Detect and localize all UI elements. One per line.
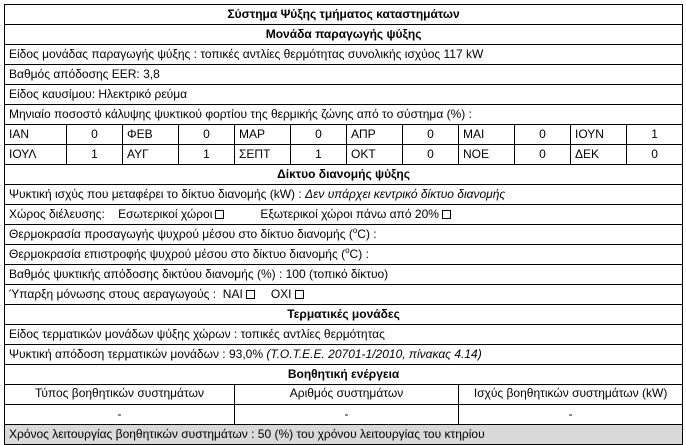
aux-col-power-header: Ισχύς βοηθητικών συστημάτων (kW)	[459, 385, 683, 405]
month-name: ΟΚΤ	[347, 145, 403, 165]
fuel-text: Είδος καυσίμου: Ηλεκτρικό ρεύμα	[5, 85, 683, 105]
supply-temp-label: Θερμοκρασία προσαγωγής ψυχρού μέσου στο δίκτυο διανομής (	[9, 227, 353, 241]
terminal-efficiency-ref: (Τ.Ο.Τ.Ε.Ε. 20701-1/2010, πίνακας 4.14)	[266, 347, 482, 361]
supply-temp-unit: C) :	[357, 227, 377, 241]
coverage-row	[5, 105, 683, 125]
aux-header-row	[5, 385, 683, 405]
month-value: 0	[291, 125, 347, 145]
month-value: 0	[627, 145, 683, 165]
cooling-system-form	[4, 4, 682, 445]
month-name: ΔΕΚ	[571, 145, 627, 165]
supply-temp-row	[5, 225, 683, 245]
network-section-heading: Δίκτυο διανομής ψύξης	[5, 165, 683, 185]
month-name: ΝΟΕ	[459, 145, 515, 165]
indoor-checkbox[interactable]	[215, 210, 224, 219]
unit-section-heading: Μονάδα παραγωγής ψύξης	[5, 25, 683, 45]
unit-section-heading-row	[5, 25, 683, 45]
aux-count-value: -	[235, 405, 459, 425]
aux-section-heading: Βοηθητική ενέργεια	[5, 365, 683, 385]
fuel-row	[5, 85, 683, 105]
eer-row	[5, 65, 683, 85]
months-row-2	[5, 145, 683, 165]
months-row-1	[5, 125, 683, 145]
return-temp-cell	[5, 245, 683, 265]
month-value: 1	[179, 145, 235, 165]
terminal-type-row	[5, 325, 683, 345]
passage-space-label: Χώρος διέλευσης:	[9, 207, 105, 221]
terminal-efficiency-cell	[5, 345, 683, 365]
month-name: ΜΑΙ	[459, 125, 515, 145]
aux-col-type-header: Τύπος βοηθητικών συστημάτων	[5, 385, 235, 405]
outdoor-option-label: Εξωτερικοί χώροι πάνω από 20%	[260, 207, 439, 221]
network-section-heading-row	[5, 165, 683, 185]
month-value: 1	[291, 145, 347, 165]
supply-temp-cell	[5, 225, 683, 245]
month-name: ΙΟΥΛ	[5, 145, 67, 165]
month-name: ΦΕΒ	[123, 125, 179, 145]
return-temp-label: Θερμοκρασία επιστροφής ψυχρού μέσου στο δίκτυο διανομής (	[9, 247, 346, 261]
insulation-yes-checkbox[interactable]	[246, 290, 255, 299]
insulation-no-checkbox[interactable]	[295, 290, 304, 299]
month-value: 0	[403, 125, 459, 145]
passage-space-cell	[5, 205, 683, 225]
month-name: ΑΠΡ	[347, 125, 403, 145]
insulation-row	[5, 285, 683, 305]
terminal-type-text: Είδος τερματικών μονάδων ψύξης χώρων : τοπικές αντλίες θερμότητας	[5, 325, 683, 345]
aux-power-value: -	[459, 405, 683, 425]
insulation-yes-label: ΝΑΙ	[222, 287, 243, 301]
month-value: 0	[403, 145, 459, 165]
unit-type-text: Είδος μονάδας παραγωγής ψύξης : τοπικές αντλίες θερμότητας συνολικής ισχύος 117 kW	[5, 45, 683, 65]
aux-value-row	[5, 405, 683, 425]
terminal-efficiency-row	[5, 345, 683, 365]
month-name: ΑΥΓ	[123, 145, 179, 165]
network-efficiency-row	[5, 265, 683, 285]
unit-type-row	[5, 45, 683, 65]
coverage-text: Μηνιαίο ποσοστό κάλυψης ψυκτικού φορτίου της θερμικής ζώνης από το σύστημα (%) :	[5, 105, 683, 125]
network-power-row	[5, 185, 683, 205]
cooling-system-table	[4, 4, 683, 445]
form-title-row	[5, 5, 683, 25]
month-value: 0	[515, 125, 571, 145]
month-value: 0	[515, 145, 571, 165]
month-value: 0	[179, 125, 235, 145]
month-name: ΜΑΡ	[235, 125, 291, 145]
aux-section-heading-row	[5, 365, 683, 385]
month-name: ΙΑΝ	[5, 125, 67, 145]
network-power-label: Ψυκτική ισχύς που μεταφέρει το δίκτυο διανομής (kW) :	[9, 187, 302, 201]
month-value: 0	[67, 125, 123, 145]
terminal-efficiency-value: 93,0%	[228, 347, 264, 361]
month-name: ΣΕΠΤ	[235, 145, 291, 165]
aux-operation-time-text: Χρόνος λειτουργίας βοηθητικών συστημάτων : 50 (%) του χρόνου λειτουργίας του κτηρίου	[5, 425, 683, 445]
network-power-value: Δεν υπάρχει κεντρικό δίκτυο διανομής	[305, 187, 506, 201]
month-value: 1	[67, 145, 123, 165]
terminal-section-heading: Τερματικές μονάδες	[5, 305, 683, 325]
terminal-efficiency-label: Ψυκτική απόδοση τερματικών μονάδων :	[9, 347, 226, 361]
degree-mark: o	[345, 246, 350, 255]
form-title: Σύστημα Ψύξης τμήματος καταστημάτων	[5, 5, 683, 25]
passage-space-row	[5, 205, 683, 225]
indoor-option-label: Εσωτερικοί χώροι	[118, 207, 213, 221]
network-power-cell	[5, 185, 683, 205]
insulation-no-label: ΟΧΙ	[270, 287, 292, 301]
aux-col-count-header: Αριθμός συστημάτων	[235, 385, 459, 405]
insulation-label: Ύπαρξη μόνωσης στους αεραγωγούς :	[9, 287, 217, 301]
eer-text: Βαθμός απόδοσης EER: 3,8	[5, 65, 683, 85]
month-value: 1	[627, 125, 683, 145]
month-name: ΙΟΥΝ	[571, 125, 627, 145]
aux-type-value: -	[5, 405, 235, 425]
return-temp-row	[5, 245, 683, 265]
insulation-cell	[5, 285, 683, 305]
terminal-section-heading-row	[5, 305, 683, 325]
network-efficiency-text: Βαθμός ψυκτικής απόδοσης δικτύου διανομής (%) : 100 (τοπικό δίκτυο)	[5, 265, 683, 285]
degree-mark: o	[352, 226, 358, 235]
return-temp-unit: C) :	[349, 247, 369, 261]
outdoor-checkbox[interactable]	[442, 210, 451, 219]
